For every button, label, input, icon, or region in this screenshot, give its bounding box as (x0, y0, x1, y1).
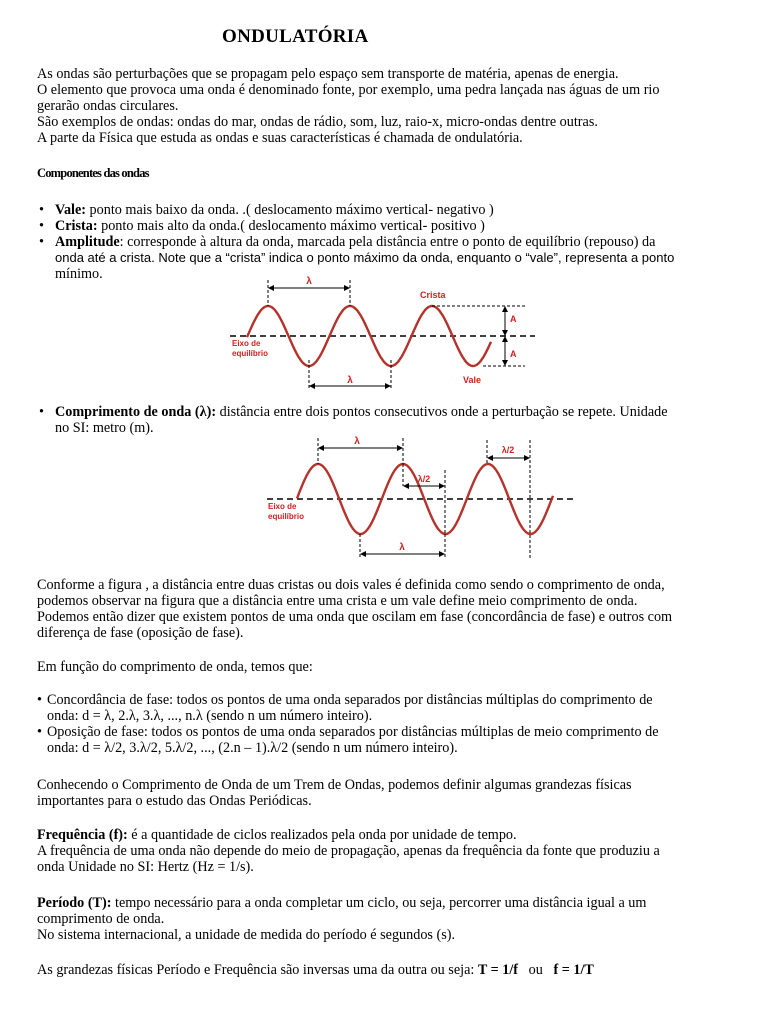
arrow-head (403, 483, 409, 489)
arrow-head (360, 551, 366, 557)
bullet-icon: • (39, 218, 44, 234)
arrow-head (397, 445, 403, 451)
eixo-label-line1: Eixo de (232, 339, 261, 348)
text-line: A frequência de uma onda não depende do meio de propagação, apenas da frequência da fonte que produziu a (37, 843, 660, 859)
wavelength-wave-figure (265, 430, 580, 560)
conhecendo-paragraph (37, 777, 742, 809)
bullet-icon: • (37, 724, 42, 740)
crista-label: Crista (420, 290, 446, 300)
bullet-icon: • (37, 692, 42, 708)
eixo-label-line2: equilíbrio (232, 349, 268, 358)
arrow-head (502, 330, 508, 336)
arrow-head (502, 336, 508, 342)
bullet-icon: • (39, 234, 44, 250)
text-line: No sistema internacional, a unidade de medida do período é segundos (s). (37, 927, 456, 943)
definition-amplitude-cont: onda até a crista. Note que a “crista” indica o ponto máximo da onda, enquanto o “vale”, representa a ponto (55, 250, 675, 265)
text-line: diferença de fase (oposição de fase). (37, 625, 244, 641)
arrow-head (502, 306, 508, 312)
concordancia-line2: onda: d = λ, 2.λ, 3.λ, ..., n.λ (sendo n um número inteiro). (47, 708, 373, 724)
amplitude-lower-label: A (510, 349, 517, 359)
text-line: podemos observar na figura que a distância entre uma crista e um vale define meio comprimento de onda. (37, 593, 638, 609)
lambda-bottom-label: λ (347, 375, 353, 386)
text-line: Conforme a figura , a distância entre duas cristas ou dois vales é definida como sendo o comprimento de onda, (37, 577, 665, 593)
arrow-head (487, 455, 493, 461)
intro-line: O elemento que provoca uma onda é denominado fonte, por exemplo, uma pedra lançada nas águas de um rio (37, 82, 660, 98)
bullet-icon: • (39, 404, 44, 420)
text-line: Conhecendo o Comprimento de Onda de um Trem de Ondas, podemos definir algumas grandezas físicas (37, 777, 632, 793)
intro-line: A parte da Física que estuda as ondas e suas características é chamada de ondulatória. (37, 130, 523, 146)
arrow-head (268, 285, 274, 291)
definition-vale: ponto mais baixo da onda. .( deslocamento máximo vertical- negativo ) (86, 202, 494, 218)
term-crista: Crista: (55, 218, 98, 234)
oposicao-line2: onda: d = λ/2, 3.λ/2, 5.λ/2, ..., (2.n – 1).λ/2 (sendo n um número inteiro). (47, 740, 458, 756)
definition-periodo: tempo necessário para a onda completar um ciclo, ou seja, percorrer uma distância igual a um (111, 895, 647, 911)
page-title: ONDULATÓRIA (222, 26, 369, 47)
list-item-concordancia (37, 692, 737, 724)
components-heading: Componentes das ondas (37, 166, 149, 180)
term-comprimento: Comprimento de onda (λ): (55, 404, 217, 420)
definition-comprimento-cont: no SI: metro (m). (55, 420, 154, 436)
arrow-head (318, 445, 324, 451)
concordancia-line1: Concordância de fase: todos os pontos de uma onda separados por distâncias múltiplas do comprimento de (47, 692, 653, 708)
periodo-paragraph (37, 895, 742, 943)
eixo-label-line1: Eixo de (268, 502, 297, 511)
ou-text: ou (518, 962, 554, 978)
amplitude-upper-label: A (510, 314, 517, 324)
conforme-paragraph (37, 577, 742, 641)
arrow-head (385, 383, 391, 389)
definition-crista: ponto mais alto da onda.( deslocamento máximo vertical- positivo ) (97, 218, 485, 234)
list-item-oposicao (37, 724, 737, 756)
definition-frequencia: é a quantidade de ciclos realizados pela onda por unidade de tempo. (127, 827, 517, 843)
arrow-head (439, 551, 445, 557)
term-vale: Vale: (55, 202, 86, 218)
phase-list (37, 692, 737, 756)
intro-paragraph (37, 66, 742, 146)
half-lambda-top-label: λ/2 (501, 445, 515, 455)
oposicao-line1: Oposição de fase: todos os pontos de uma onda separados por distâncias múltiplas de meio comprimento de (47, 724, 659, 740)
text-line: onda Unidade no SI: Hertz (Hz = 1/s). (37, 859, 254, 875)
formula-frequency: f = 1/T (553, 962, 594, 978)
text-line: comprimento de onda. (37, 911, 165, 927)
inversas-paragraph (37, 962, 742, 978)
bullet-icon: • (39, 202, 44, 218)
formula-period: T = 1/f (477, 962, 519, 978)
intro-line: gerarão ondas circulares. (37, 98, 179, 114)
components-list (37, 202, 737, 282)
lambda-bottom-label: λ (399, 542, 405, 553)
half-lambda-mid-label: λ/2 (417, 474, 431, 484)
inversas-text: As grandezas físicas Período e Frequência são inversas uma da outra ou seja: (37, 962, 478, 978)
eixo-label-line2: equilíbrio (268, 512, 304, 521)
intro-line: São exemplos de ondas: ondas do mar, ondas de rádio, som, luz, raio-x, micro-ondas dentre outras. (37, 114, 598, 130)
text-line: importantes para o estudo das Ondas Periódicas. (37, 793, 312, 809)
frequencia-paragraph (37, 827, 742, 875)
list-item-vale (37, 202, 737, 218)
definition-amplitude-end: mínimo. (55, 266, 103, 282)
lambda-top-label: λ (354, 436, 360, 447)
term-periodo: Período (T): (37, 895, 112, 911)
lambda-top-label: λ (306, 276, 312, 287)
definition-amplitude: : corresponde à altura da onda, marcada pela distância entre o ponto de equilíbrio (repouso) da (119, 234, 656, 250)
amplitude-wave-figure (225, 272, 540, 390)
text-line: Podemos então dizer que existem pontos de uma onda que oscilam em fase (concordância de fase) e outros com (37, 609, 673, 625)
arrow-head (524, 455, 530, 461)
arrow-head (309, 383, 315, 389)
term-frequencia: Frequência (f): (37, 827, 128, 843)
vale-label: Vale (463, 375, 482, 385)
funcao-paragraph: Em função do comprimento de onda, temos que: (37, 659, 313, 675)
arrow-head (439, 483, 445, 489)
arrow-head (502, 360, 508, 366)
arrow-head (344, 285, 350, 291)
intro-line: As ondas são perturbações que se propagam pelo espaço sem transporte de matéria, apenas de energia. (37, 66, 619, 82)
term-amplitude: Amplitude (55, 234, 120, 250)
definition-comprimento: distância entre dois pontos consecutivos onde a perturbação se repete. Unidade (216, 404, 668, 420)
list-item-crista (37, 218, 737, 234)
